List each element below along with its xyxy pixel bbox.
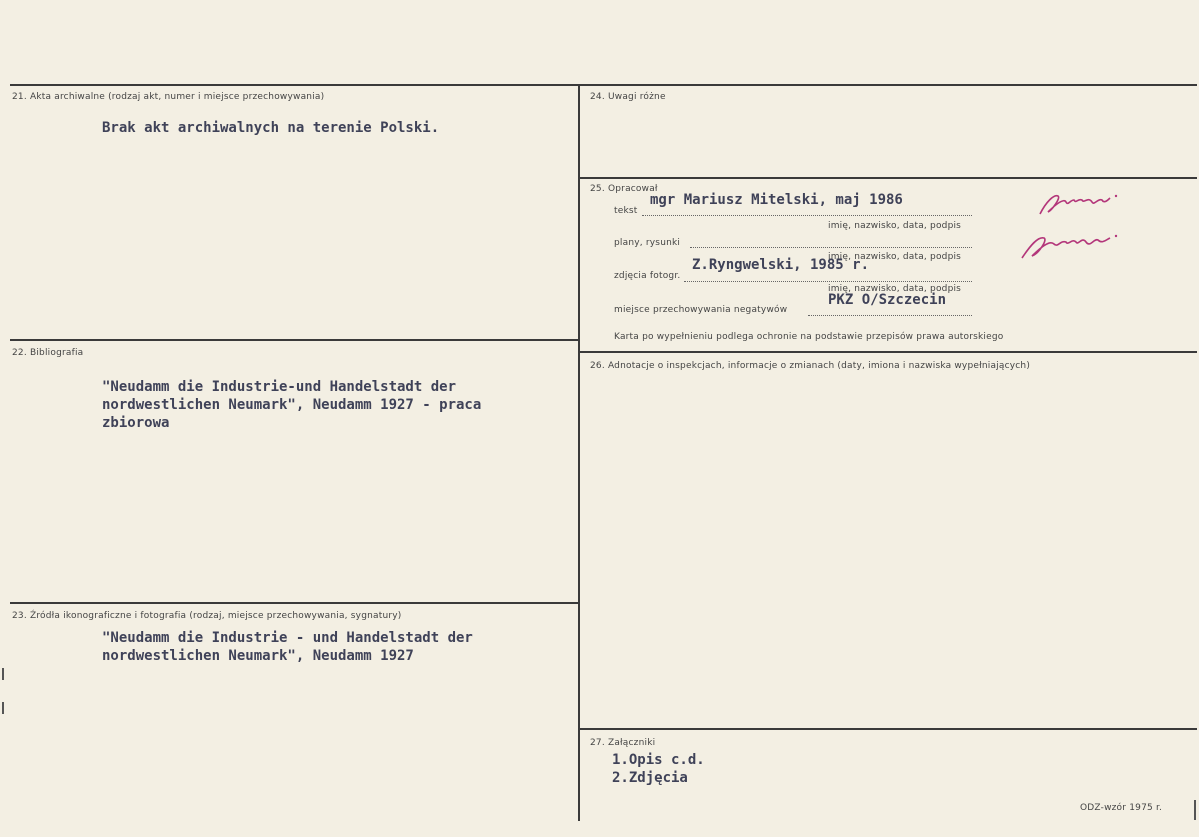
section-22-line-2: nordwestlichen Neumark", Neudamm 1927 - praca bbox=[102, 397, 482, 413]
right-edge-mark bbox=[1194, 800, 1196, 820]
right-rule-24-25 bbox=[580, 177, 1197, 179]
form-code: ODZ-wzór 1975 r. bbox=[1080, 803, 1163, 813]
left-rule-21-22 bbox=[10, 339, 578, 341]
section-24-label: 24. Uwagi różne bbox=[590, 92, 666, 102]
right-rule-26-27 bbox=[580, 728, 1197, 730]
section-23-label: 23. Źródła ikonograficzne i fotografia (rodzaj, miejsce przechowywania, sygnatury) bbox=[12, 611, 402, 621]
center-divider bbox=[578, 84, 580, 821]
section-25-label: 25. Opracował bbox=[590, 184, 658, 194]
section-22-line-1: "Neudamm die Industrie-und Handelstadt der bbox=[102, 379, 457, 395]
tekst-value: mgr Mariusz Mitelski, maj 1986 bbox=[650, 192, 903, 208]
tekst-caption: imię, nazwisko, data, podpis bbox=[828, 221, 962, 231]
section-23-line-1: "Neudamm die Industrie - und Handelstadt der bbox=[102, 630, 473, 646]
zdjecia-label: zdjęcia fotogr. bbox=[614, 271, 681, 281]
section-22-line-3: zbiorowa bbox=[102, 415, 170, 431]
zdjecia-dotted-line bbox=[684, 281, 972, 282]
section-21-text: Brak akt archiwalnych na terenie Polski. bbox=[102, 120, 440, 136]
top-rule bbox=[10, 84, 1197, 86]
zdjecia-caption: imię, nazwisko, data, podpis bbox=[828, 284, 962, 294]
attachment-item-1: 1.Opis c.d. bbox=[612, 752, 705, 768]
attachment-item-2: 2.Zdjęcia bbox=[612, 770, 688, 786]
section-23-line-2: nordwestlichen Neumark", Neudamm 1927 bbox=[102, 648, 414, 664]
section-26-label: 26. Adnotacje o inspekcjach, informacje o zmianach (daty, imiona i nazwiska wypełniających) bbox=[590, 361, 1031, 371]
signature-plany bbox=[1018, 228, 1122, 264]
plany-dotted-line bbox=[690, 247, 972, 248]
signature-tekst bbox=[1036, 188, 1122, 220]
plany-label: plany, rysunki bbox=[614, 238, 681, 248]
negatywy-value: PKZ O/Szczecin bbox=[828, 292, 947, 308]
section-21-label: 21. Akta archiwalne (rodzaj akt, numer i miejsce przechowywania) bbox=[12, 92, 325, 102]
right-rule-25-26 bbox=[580, 351, 1197, 353]
tekst-dotted-line bbox=[642, 215, 972, 216]
section-22-label: 22. Bibliografia bbox=[12, 348, 84, 358]
left-edge-mark-2 bbox=[2, 702, 4, 714]
negatywy-dotted-line bbox=[808, 315, 972, 316]
negatywy-label: miejsce przechowywania negatywów bbox=[614, 305, 788, 315]
left-rule-22-23 bbox=[10, 602, 578, 604]
left-edge-mark bbox=[2, 668, 4, 680]
copyright-note: Karta po wypełnieniu podlega ochronie na podstawie przepisów prawa autorskiego bbox=[614, 332, 1004, 342]
plany-caption: imię, nazwisko, data, podpis bbox=[828, 252, 962, 262]
zdjecia-value: Z.Ryngwelski, 1985 r. bbox=[692, 257, 870, 273]
tekst-label: tekst bbox=[614, 206, 638, 216]
section-27-label: 27. Załączniki bbox=[590, 738, 656, 748]
